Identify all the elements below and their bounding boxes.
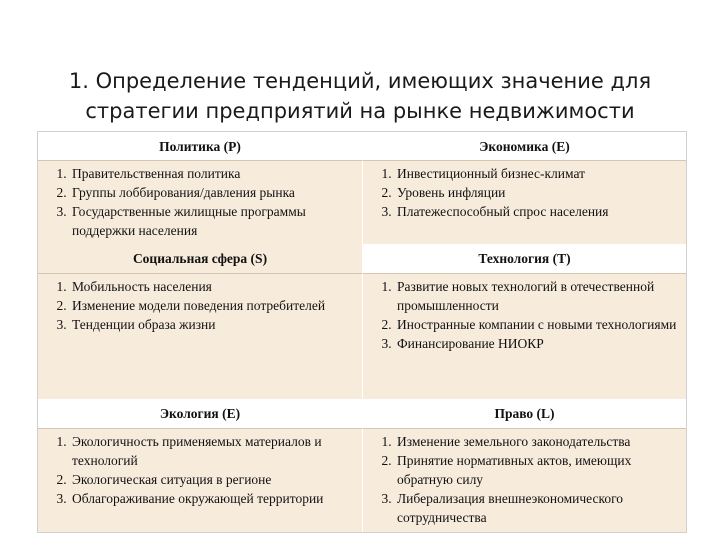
list-item: 3. Финансирование НИОКР bbox=[395, 334, 682, 353]
technology-header: Технология (T) bbox=[362, 244, 686, 274]
list-item: 3. Либерализация внешнеэкономического сотрудничества bbox=[395, 489, 682, 527]
economy-list-cell bbox=[362, 161, 686, 244]
technology-list-cell bbox=[362, 274, 686, 399]
list-item: 2. Уровень инфляции bbox=[395, 183, 682, 202]
page-title bbox=[0, 66, 720, 126]
social-list-cell bbox=[38, 274, 362, 399]
law-list bbox=[367, 432, 682, 527]
list-item: 3. Платежеспособный спрос населения bbox=[395, 202, 682, 221]
list-item: 3. Государственные жилищные программы поддержки населения bbox=[70, 202, 358, 240]
list-item: 3. Тенденции образа жизни bbox=[70, 315, 358, 334]
list-item: 2. Принятие нормативных актов, имеющих обратную силу bbox=[395, 451, 682, 489]
list-item: 1. Изменение земельного законодательства bbox=[395, 432, 682, 451]
list-item: 1. Развитие новых технологий в отечественной промышленности bbox=[395, 277, 682, 315]
title-line-1: 1. Определение тенденций, имеющих значение для bbox=[68, 69, 652, 93]
list-item: 1. Инвестиционный бизнес-климат bbox=[395, 164, 682, 183]
social-header: Социальная сфера (S) bbox=[38, 244, 362, 274]
politics-list-cell bbox=[38, 161, 362, 244]
law-header: Право (L) bbox=[362, 399, 686, 429]
list-item: 2. Группы лоббирования/давления рынка bbox=[70, 183, 358, 202]
economy-header: Экономика (E) bbox=[362, 132, 686, 161]
politics-header: Политика (P) bbox=[38, 132, 362, 161]
list-item: 1. Мобильность населения bbox=[70, 277, 358, 296]
economy-list bbox=[367, 164, 682, 221]
list-item: 1. Правительственная политика bbox=[70, 164, 358, 183]
ecology-list-cell bbox=[38, 429, 362, 532]
list-item: 1. Экологичность применяемых материалов и технологий bbox=[70, 432, 358, 470]
list-item: 2. Изменение модели поведения потребителей bbox=[70, 296, 358, 315]
ecology-header: Экология (E) bbox=[38, 399, 362, 429]
list-item: 3. Облагораживание окружающей территории bbox=[70, 489, 358, 508]
title-line-2: стратегии предприятий на рынке недвижимости bbox=[85, 99, 635, 123]
ecology-list bbox=[42, 432, 358, 508]
list-item: 2. Экологическая ситуация в регионе bbox=[70, 470, 358, 489]
law-list-cell bbox=[362, 429, 686, 532]
pestel-table bbox=[37, 131, 687, 533]
list-item: 2. Иностранные компании с новыми технологиями bbox=[395, 315, 682, 334]
social-list bbox=[42, 277, 358, 334]
politics-list bbox=[42, 164, 358, 240]
technology-list bbox=[367, 277, 682, 353]
